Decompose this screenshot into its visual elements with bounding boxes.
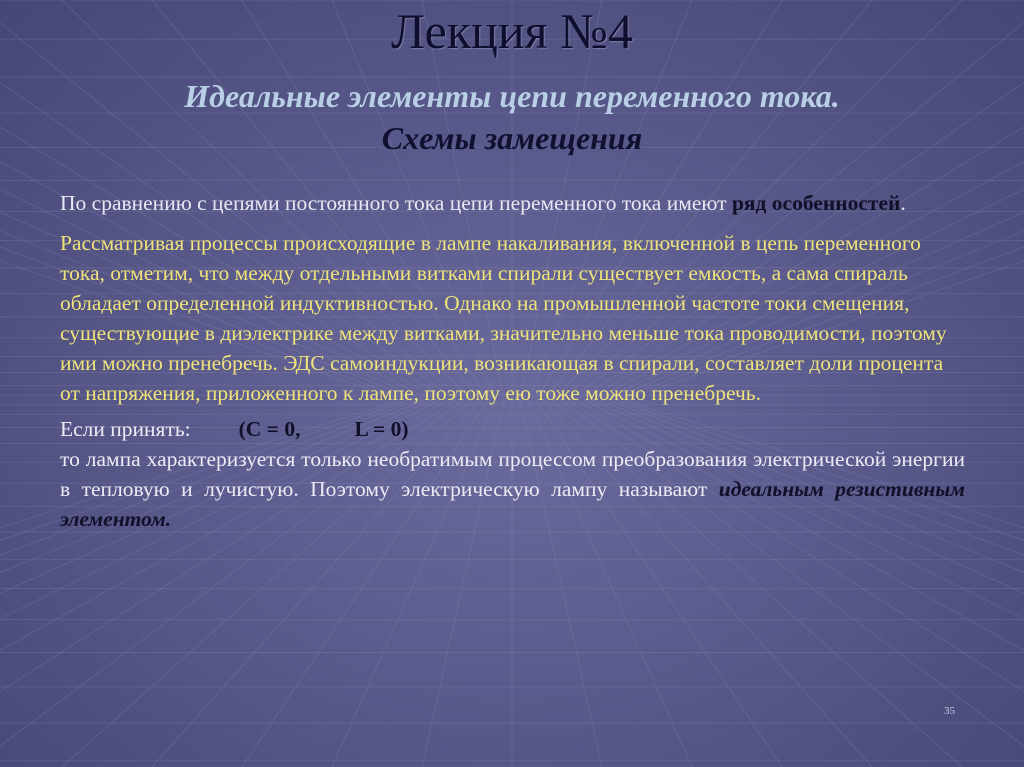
slide-title: Лекция №4: [391, 3, 633, 59]
intro-end: .: [900, 191, 906, 215]
slide-subtitle: [60, 75, 964, 159]
paragraph-intro: [60, 188, 965, 218]
conclusion-term: идеальным резистивным элементом.: [60, 477, 966, 531]
conclusion-text: то лампа характеризуется только необратимым процессом преобразования электрической энергии в тепловую и лучистую. Поэтому электрическую лампу называют: [60, 447, 965, 501]
assumption-label: Если принять:: [60, 417, 191, 441]
intro-bold-text: ряд особенностей: [731, 191, 901, 215]
page-number: 35: [944, 705, 955, 717]
equation-c: (C = 0,: [238, 417, 301, 441]
slide-body: [60, 188, 965, 534]
subtitle-line-1: Идеальные элементы цепи переменного тока.: [184, 78, 840, 114]
subtitle-line-2: Схемы замещения: [381, 120, 643, 156]
paragraph-conclusion: [60, 444, 965, 534]
paragraph-assumption: [60, 414, 965, 444]
paragraph-lamp-description: Рассматривая процессы происходящие в лампе накаливания, включенной в цепь переменного тока, отметим, что между отдельными витками спирали существует емкость, а сама спираль обладает определенной индуктивностью. Однако на промышленной частоте токи смещения, существующие в диэлектрике между витками, значительно меньше тока проводимости, поэтому ими можно пренебречь. ЭДС самоиндукции, возникающая в спирали, составляет доли процента от напряжения, приложенного к лампе, поэтому ею тоже можно пренебречь.: [60, 231, 947, 405]
equation-l: L = 0): [354, 417, 409, 441]
intro-text: По сравнению с цепями постоянного тока цепи переменного тока имеют: [60, 191, 732, 215]
